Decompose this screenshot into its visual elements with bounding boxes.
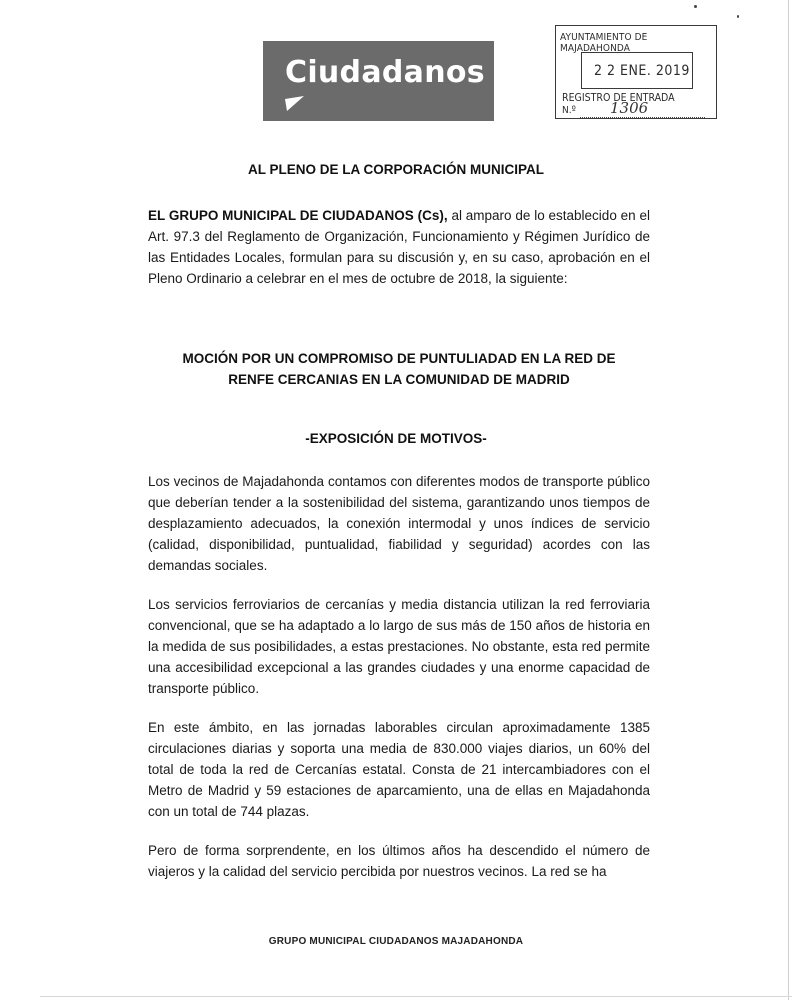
body-paragraph: Pero de forma sorprendente, en los últimos años ha descendido el número de viajeros y la calidad del servicio percibida por nuestros vecinos. La red se ha bbox=[148, 843, 650, 879]
stamp-date-box bbox=[581, 52, 693, 89]
body-paragraph: En este ámbito, en las jornadas laborables circulan aproximadamente 1385 circulaciones diarias y soporta una media de 830.000 viajes diarios, un 60% del total de toda la red de Cercanías estatal. Consta de 21 intercambiadores con el Metro de Madrid y 59 estaciones de aparcamiento, una de ellas en Majadahonda con un total de 744 plazas. bbox=[148, 720, 650, 819]
page-footer: GRUPO MUNICIPAL CIUDADANOS MAJADAHONDA bbox=[268, 936, 524, 947]
body-paragraph: Los vecinos de Majadahonda contamos con diferentes modos de transporte público que deberían tender a la sostenibilidad del sistema, garantizando unos tiempos de desplazamiento adecuados, la conexión intermodal y unos índices de servicio (calidad, disponibilidad, puntualidad, fiabilidad y seguridad) acordes con las demandas sociales. bbox=[148, 474, 650, 573]
stamp-authority: AYUNTAMIENTO DE MAJADAHONDA bbox=[560, 32, 648, 54]
intro-paragraph bbox=[148, 205, 650, 289]
scan-speck bbox=[694, 5, 697, 8]
registry-stamp bbox=[555, 25, 717, 119]
stamp-handwritten-number: 1306 bbox=[610, 99, 649, 117]
stamp-dotted-line bbox=[580, 117, 705, 118]
addressee-heading: AL PLENO DE LA CORPORACIÓN MUNICIPAL bbox=[247, 162, 544, 177]
scan-edge bbox=[788, 0, 789, 1000]
logo-wordmark: Ciudadanos bbox=[285, 55, 485, 90]
intro-text: al amparo de lo establecido en el Art. 97.3 del Reglamento de Organización, Funcionamiento y Régimen Jurídico de las Entidades Locales, formulan para su discusión y, en su caso, aprobación en el Pleno Ordinario a celebrar en el mes de octubre de 2018, la siguiente: bbox=[148, 208, 650, 286]
motion-title-line: MOCIÓN POR UN COMPROMISO DE PUNTULIADAD EN LA RED DE bbox=[182, 351, 616, 366]
stamp-registry-label: REGISTRO DE ENTRADA bbox=[562, 92, 675, 104]
logo-arrow-icon bbox=[285, 96, 305, 112]
intro-group-name: EL GRUPO MUNICIPAL DE CIUDADANOS (Cs), bbox=[148, 208, 448, 223]
scan-edge bbox=[40, 996, 792, 997]
scan-speck bbox=[737, 15, 739, 18]
section-title: -EXPOSICIÓN DE MOTIVOS- bbox=[305, 431, 487, 446]
stamp-number-label: N.º bbox=[562, 105, 576, 116]
motion-title-line: RENFE CERCANIAS EN LA COMUNIDAD DE MADRID bbox=[228, 372, 570, 387]
ciudadanos-logo bbox=[263, 41, 494, 121]
motion-title bbox=[148, 348, 650, 390]
body-paragraph: Los servicios ferroviarios de cercanías y media distancia utilizan la red ferroviaria convencional, que se ha adaptado a lo largo de sus más de 150 años de historia en la medida de sus posibilidades, a estas prestaciones. No obstante, esta red permite una accesibilidad excepcional a las grandes ciudades y una enorme capacidad de transporte público. bbox=[148, 597, 650, 696]
stamp-date: 2 2 ENE. 2019 bbox=[594, 63, 690, 79]
